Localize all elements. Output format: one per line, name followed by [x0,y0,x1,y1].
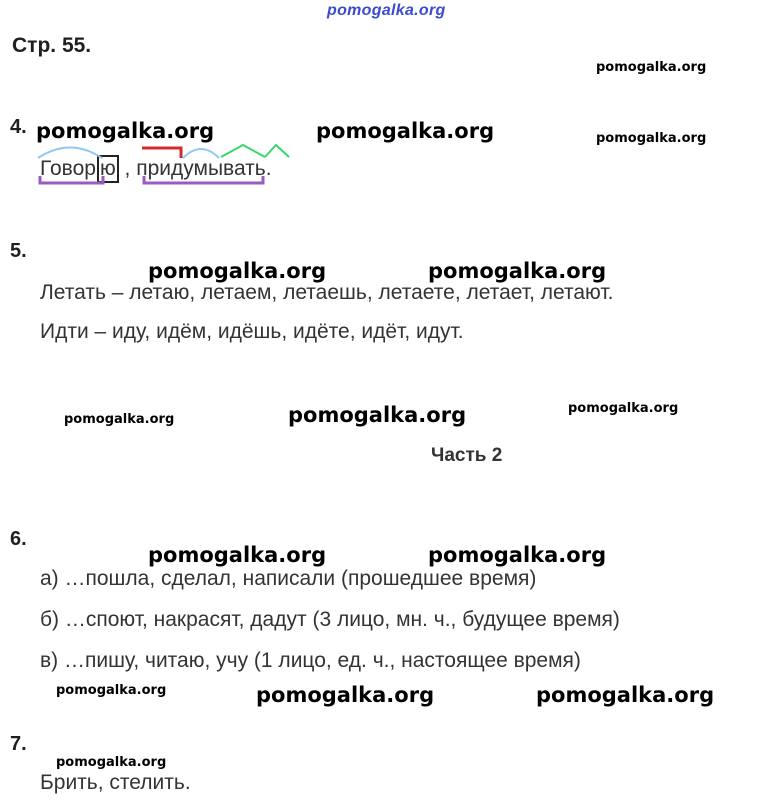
task-4-number: 4. [10,116,27,138]
task-5-number: 5. [10,240,27,262]
task-6-number: 6. [10,528,27,550]
watermark: pomogalka.org [256,683,435,707]
watermark: pomogalka.org [56,683,167,698]
watermark: pomogalka.org [428,543,607,567]
watermark-top: pomogalka.org [327,2,446,19]
watermark: pomogalka.org [596,131,707,146]
watermark: pomogalka.org [36,119,215,143]
task-7-line-1: Брить, стелить. [40,771,191,794]
watermark: pomogalka.org [596,60,707,75]
watermark: pomogalka.org [568,401,679,416]
task-7-number: 7. [10,733,27,755]
watermark: pomogalka.org [148,543,327,567]
word-derived: придумывать [136,157,266,180]
watermark: pomogalka.org [536,683,715,707]
part-title: Часть 2 [431,445,503,466]
separator: , [118,157,137,180]
watermark: pomogalka.org [288,403,467,427]
task-6-line-b: б) …споют, накрасят, дадут (3 лицо, мн. ч., будущее время) [40,608,620,631]
task-6-line-a: а) …пошла, сделал, написали (прошедшее время) [40,567,537,590]
word-root-stem: Говор [40,157,96,180]
word-ending-box: ю [97,155,119,183]
page-heading: Стр. 55. [12,34,92,57]
task-4-line [40,155,272,183]
task-5-line-1: Летать – летаю, летаем, летаешь, летаете, летает, летают. [40,281,614,304]
watermark: pomogalka.org [428,259,607,283]
task-6-line-c: в) …пишу, читаю, учу (1 лицо, ед. ч., настоящее время) [40,649,581,672]
watermark: pomogalka.org [56,755,167,770]
watermark: pomogalka.org [64,412,175,427]
watermark: pomogalka.org [316,119,495,143]
watermark: pomogalka.org [148,259,327,283]
task-5-line-2: Идти – иду, идём, идёшь, идёте, идёт, идут. [40,320,464,343]
sentence-end: . [265,157,272,180]
